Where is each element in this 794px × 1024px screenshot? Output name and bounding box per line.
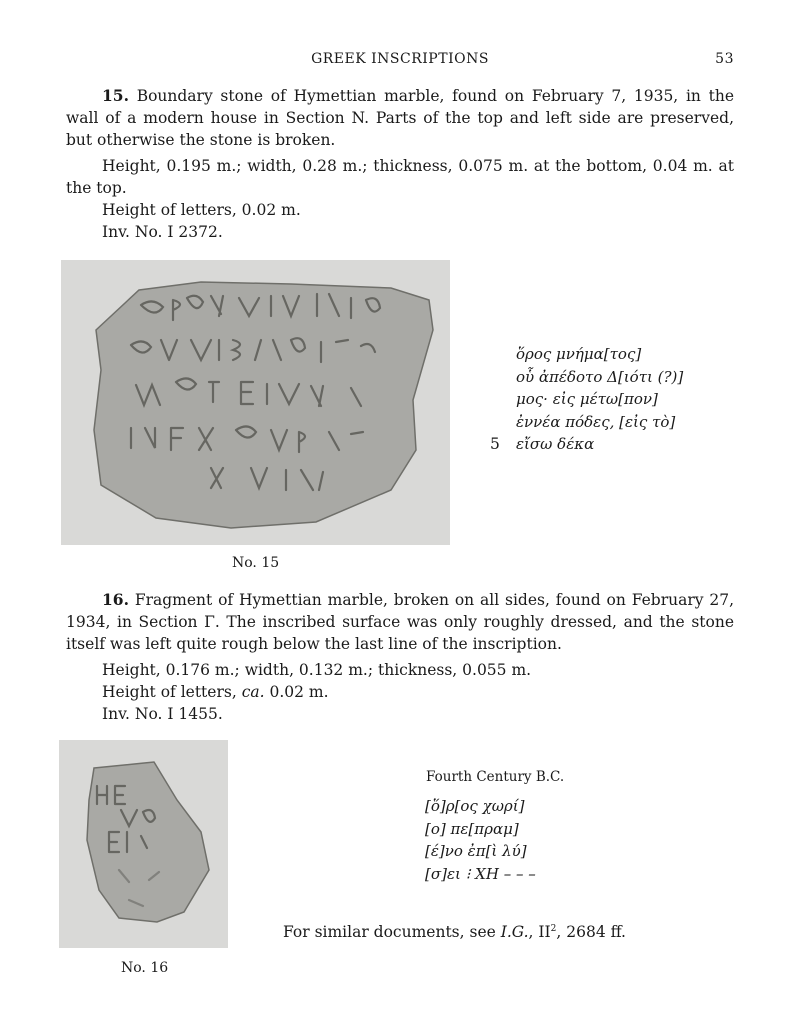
entry15-line-number-5: 5 (490, 435, 500, 453)
running-header (66, 51, 734, 71)
entry16-dimensions: Height, 0.176 m.; width, 0.132 m.; thickness, 0.055 m. (102, 661, 532, 679)
similar-documents-note (283, 918, 626, 943)
similar-ref: I.G. (500, 923, 529, 942)
entry16-description-block (66, 589, 734, 655)
entry16-date-label: Fourth Century B.C. (426, 769, 565, 785)
entry15-transcription (516, 343, 683, 456)
entry16-letters-prefix: Height of letters, (102, 683, 242, 701)
entry15-description-block (66, 85, 734, 151)
entry15-dimensions: Height, 0.195 m.; width, 0.28 m.; thickness, 0.075 m. at the bottom, 0.04 m. at the top. (66, 157, 734, 197)
entry16-number: 16. (102, 590, 129, 609)
similar-prefix: For similar documents, see (283, 923, 501, 942)
entry15-text-line-3: μος· εἰς μέτω[πον] (516, 390, 658, 408)
entry16-text-line-1: [ὅ]ρ[ος χωρί] (425, 797, 525, 815)
entry16-letter-height (102, 681, 329, 703)
caption-no-15: No. 15 (232, 555, 280, 571)
header-title: GREEK INSCRIPTIONS (311, 51, 489, 67)
entry15-description: Boundary stone of Hymettian marble, found on February 7, 1935, in the wall of a modern house in Section N. Parts of the top and left side are preserved, but otherwise the stone is broken. (66, 87, 734, 149)
stone-15-image (61, 260, 450, 545)
page-number: 53 (715, 51, 734, 67)
entry16-text-line-3: [έ]νο ἐπ[ὶ λύ] (425, 842, 527, 860)
entry16-inventory-number: Inv. No. I 1455. (102, 705, 223, 723)
entry15-inventory-number: Inv. No. I 2372. (102, 223, 223, 241)
entry15-text-line-2: οὗ ἀπέδοτο Δ[ιότι (?)] (516, 367, 684, 386)
photo-stone-16 (59, 740, 228, 948)
photo-stone-15 (61, 260, 450, 545)
similar-suffix: , 2684 ff. (556, 923, 626, 942)
stone-16-image (59, 740, 228, 948)
entry15-text-line-4: ἐννέα πόδες, [εἰς τὸ] (516, 412, 676, 431)
entry15-text-line-5: εἴσω δέκα (516, 435, 595, 453)
caption-no-16: No. 16 (121, 960, 169, 976)
entry15-letter-height: Height of letters, 0.02 m. (102, 201, 301, 219)
entry16-text-line-4: [σ]ει ⁝ ΧΗ – – – (425, 864, 536, 883)
similar-sup: 2 (550, 924, 557, 934)
entry15-number: 15. (102, 86, 129, 105)
entry16-letters-ca: ca. (241, 683, 265, 701)
entry16-letters-suffix: 0.02 m. (264, 683, 329, 701)
entry16-text-line-2: [ο] πε[πραμ] (425, 819, 519, 838)
similar-vol: , II (528, 923, 551, 942)
entry16-transcription (425, 795, 536, 885)
entry15-text-line-1: ὅρος μνήμα[τος] (516, 345, 642, 363)
entry16-description: Fragment of Hymettian marble, broken on all sides, found on February 27, 1934, in Section Γ. The inscribed surface was only roughly dressed, and the stone itself was left quite rough below the last line of the inscription. (66, 591, 735, 653)
